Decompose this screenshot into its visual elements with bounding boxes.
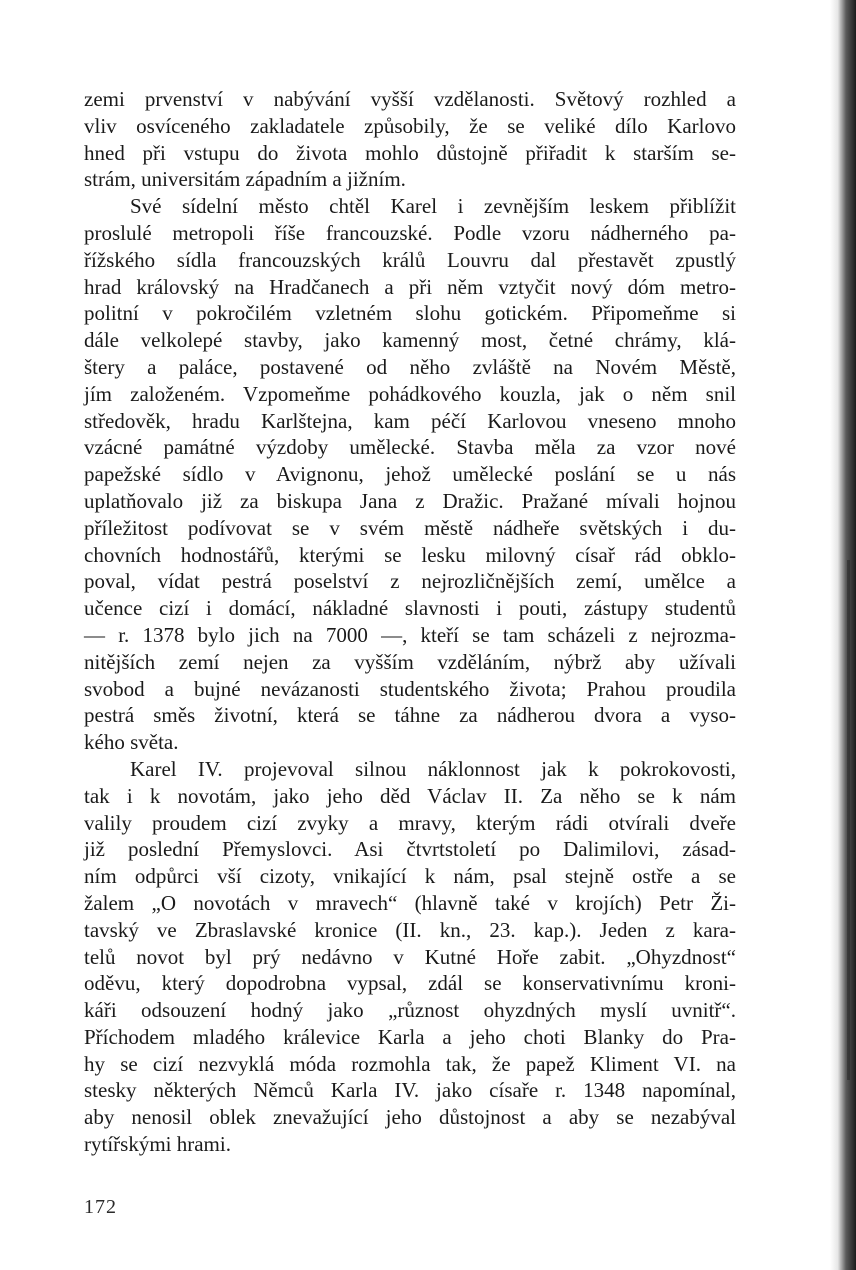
text-line: vzácné památné výzdoby umělecké. Stavba měla za vzor nové bbox=[84, 435, 736, 460]
text-line: valily proudem cizí zvyky a mravy, kterým rádi otvírali dveře bbox=[84, 810, 736, 835]
text-line: ním odpůrci vší cizoty, vnikající k nám, psal stejně ostře a se bbox=[84, 864, 736, 889]
body-text bbox=[84, 86, 736, 1158]
text-line: příležitost podívovat se v svém městě nádheře světských i du- bbox=[84, 515, 736, 540]
text-line: telů novot byl prý nedávno v Kutné Hoře zabit. „Ohyzdnost“ bbox=[84, 944, 736, 969]
text-line: papežské sídlo v Avignonu, jehož umělecké poslání se u nás bbox=[84, 462, 736, 487]
text-line: uplatňovalo již za biskupa Jana z Dražic. Pražané mívali hojnou bbox=[84, 488, 736, 513]
text-line: jím založeném. Vzpomeňme pohádkového kouzla, jak o něm snil bbox=[84, 381, 736, 406]
text-line: Své sídelní město chtěl Karel i zevnějším leskem přiblížit bbox=[130, 194, 736, 219]
text-line: strám, universitám západním a jižním. bbox=[84, 167, 406, 192]
text-line: žalem „O novotách v mravech“ (hlavně také v krojích) Petr Ži- bbox=[84, 890, 736, 915]
text-line: kého světa. bbox=[84, 730, 179, 755]
text-line: — r. 1378 bylo jich na 7000 —, kteří se tam scházeli z nejrozma- bbox=[84, 622, 736, 647]
text-line: hy se cizí nezvyklá móda rozmohla tak, že papež Kliment VI. na bbox=[84, 1051, 736, 1076]
text-line: zemi prvenství v nabývání vyšší vzdělanosti. Světový rozhled a bbox=[84, 87, 736, 111]
text-line: již poslední Přemyslovci. Asi čtvrtstoletí po Dalimilovi, zásad- bbox=[84, 837, 736, 862]
text-line: dále velkolepé stavby, jako kamenný most, četné chrámy, klá- bbox=[84, 328, 736, 353]
text-line: nitějších zemí nejen za vyšším vzděláním, nýbrž aby užívali bbox=[84, 649, 736, 674]
text-line: tavský ve Zbraslavské kronice (II. kn., 23. kap.). Jeden z kara- bbox=[84, 917, 736, 942]
text-line: proslulé metropoli říše francouzské. Podle vzoru nádherného pa- bbox=[84, 220, 736, 245]
text-line: Karel IV. projevoval silnou náklonnost jak k pokrokovosti, bbox=[130, 756, 736, 781]
text-line: štery a paláce, postavené od něho zvláště na Novém Městě, bbox=[84, 354, 736, 379]
text-line: káři odsouzení hodný jako „různost ohyzdných myslí uvnitř“. bbox=[84, 998, 736, 1023]
text-line: stesky některých Němců Karla IV. jako císaře r. 1348 napomínal, bbox=[84, 1078, 736, 1103]
text-line: tak i k novotám, jako jeho děd Václav II. Za něho se k nám bbox=[84, 783, 736, 808]
text-line: chovních hodnostářů, kterými se lesku milovný císař rád obklo- bbox=[84, 542, 736, 567]
binding-edge bbox=[830, 0, 856, 1270]
text-line: hned při vstupu do života mohlo důstojně přiřadit k starším se- bbox=[84, 140, 736, 165]
text-line: středověk, hradu Karlštejna, kam péčí Karlovou vneseno mnoho bbox=[84, 408, 736, 433]
text-line: řížského sídla francouzských králů Louvru dal přestavět zpustlý bbox=[84, 247, 736, 272]
text-line: aby nenosil oblek znevažující jeho důstojnost a aby se nezabýval bbox=[84, 1105, 736, 1130]
binding-shadow bbox=[847, 560, 850, 1080]
text-line: svobod a bujné nevázanosti studentského života; Prahou proudila bbox=[84, 676, 736, 701]
text-line: politní v pokročilém vzletném slohu gotickém. Připomeňme si bbox=[84, 301, 736, 326]
text-line: Příchodem mladého králevice Karla a jeho choti Blanky do Pra- bbox=[84, 1024, 736, 1049]
text-line: poval, vídat pestrá poselství z nejrozličnějších zemí, umělce a bbox=[84, 569, 736, 594]
text-line: rytířskými hrami. bbox=[84, 1132, 231, 1157]
text-line: hrad královský na Hradčanech a při něm vztyčit nový dóm metro- bbox=[84, 274, 736, 299]
text-line: učence cizí i domácí, nákladné slavnosti i pouti, zástupy studentů bbox=[84, 596, 736, 621]
text-line: oděvu, který dopodrobna vypsal, zdál se konservativnímu kroni- bbox=[84, 971, 736, 996]
page-number: 172 bbox=[84, 1196, 117, 1218]
text-line: pestrá směs životní, která se táhne za nádherou dvora a vyso- bbox=[84, 703, 736, 728]
text-line: vliv osvíceného zakladatele způsobily, že se veliké dílo Karlovo bbox=[84, 113, 736, 138]
